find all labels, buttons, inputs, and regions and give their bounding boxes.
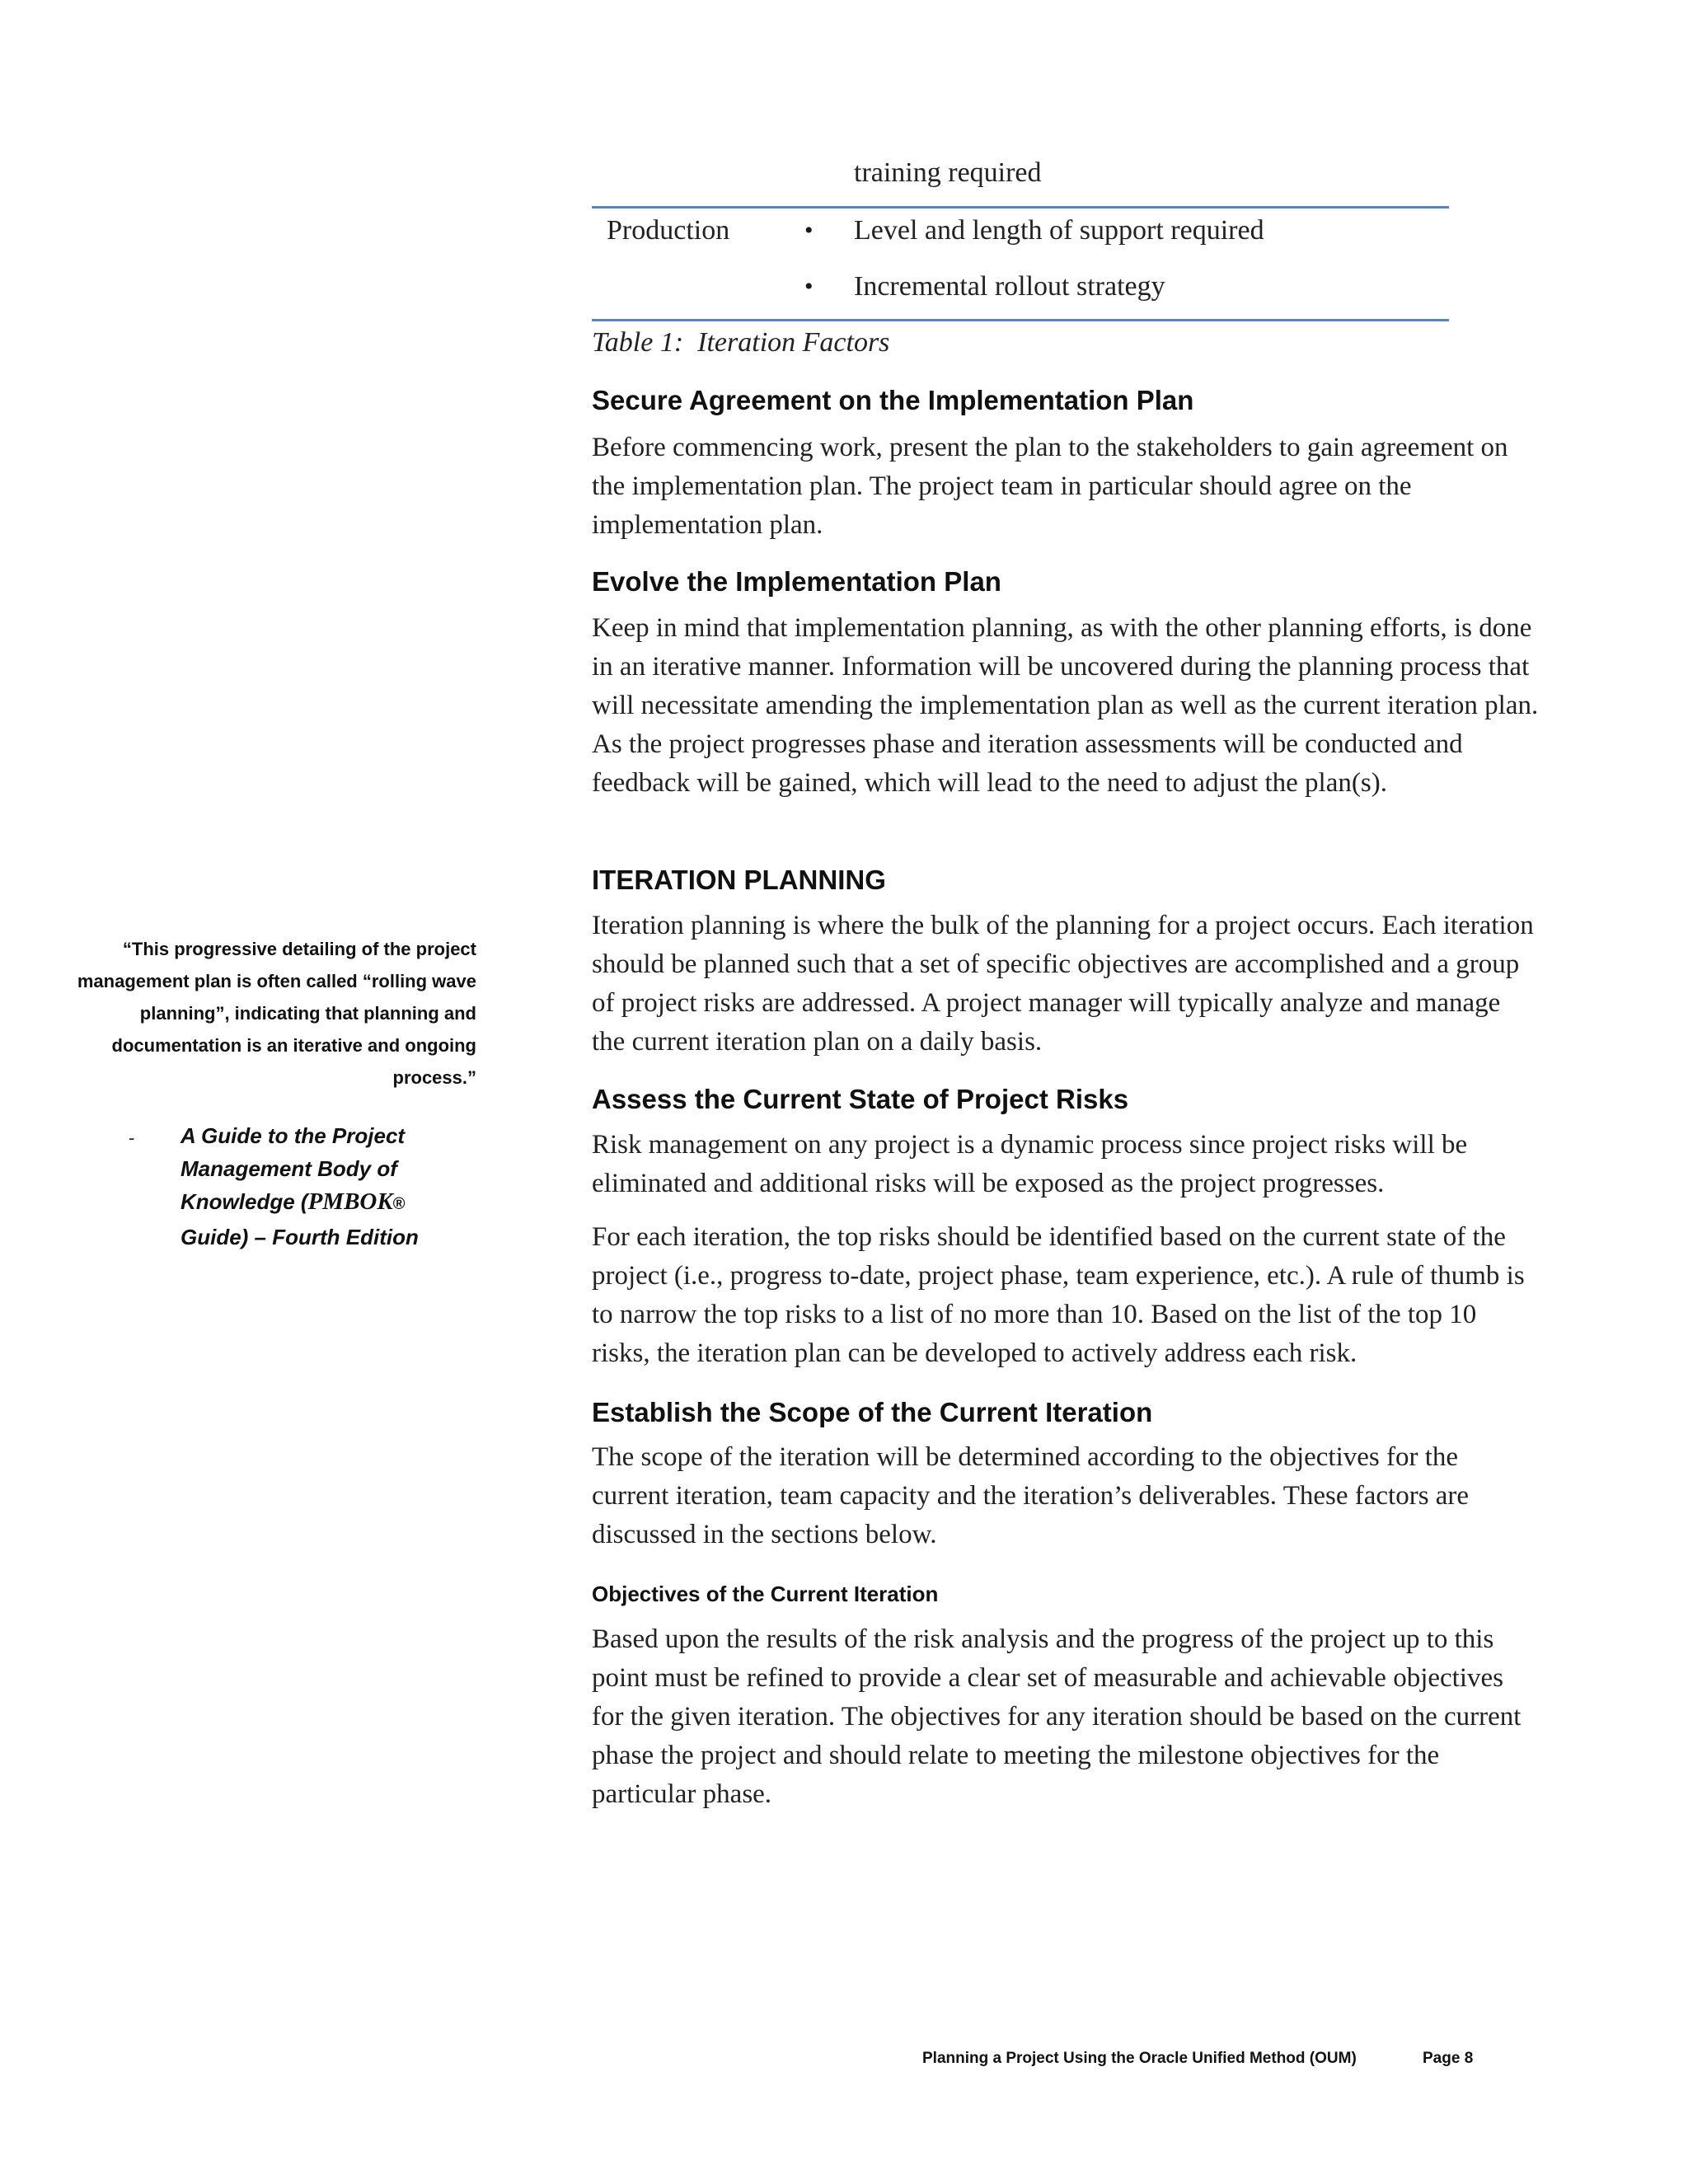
table-item: Level and length of support required	[854, 215, 1264, 246]
heading-iteration-planning: ITERATION PLANNING	[592, 865, 886, 895]
table-row-label: Production	[607, 215, 730, 246]
sidebar-cite-dash: -	[129, 1127, 135, 1148]
heading-assess-risks: Assess the Current State of Project Risks	[592, 1084, 1129, 1114]
paragraph-assess-risks-1: Risk management on any project is a dynamic process since project risks will be eliminated and additional risks will be exposed as the project progresses.	[592, 1130, 1468, 1198]
paragraph-iteration-planning: Iteration planning is where the bulk of the planning for a project occurs. Each iteration should be planned such that a set of specific objectives are accomplished and a group of project risks are addressed. A project manager will typically analyze and manage the current iteration plan on a daily basis.	[592, 911, 1534, 1057]
paragraph-evolve-plan: Keep in mind that implementation planning, as with the other planning efforts, is done in an iterative manner. Information will be uncovered during the planning process that will necessitate amending the implementation plan as well as the current iteration plan. As the project progresses phase and iteration assessments will be conducted and feedback will be gained, which will lead to the need to adjust the plan(s).	[592, 613, 1539, 798]
footer-page-number: Page 8	[1423, 2050, 1474, 2067]
table-item: Incremental rollout strategy	[854, 271, 1165, 302]
footer-title: Planning a Project Using the Oracle Unified Method (OUM)	[922, 2050, 1357, 2067]
table-continued-cell: training required	[854, 157, 1042, 188]
bullet-icon: •	[804, 273, 814, 300]
heading-establish-scope: Establish the Scope of the Current Iteration	[592, 1397, 1153, 1427]
table-bottom-rule	[592, 319, 1449, 321]
sidebar-citation: A Guide to the Project Management Body of Knowledge (PMBOK® Guide) – Fourth Edition	[181, 1123, 419, 1249]
heading-evolve-plan: Evolve the Implementation Plan	[592, 566, 1001, 597]
paragraph-secure-agreement: Before commencing work, present the plan to the stakeholders to gain agreement on the implementation plan. The project team in particular should agree on the implementation plan.	[592, 433, 1508, 540]
bullet-icon: •	[804, 217, 814, 244]
paragraph-objectives: Based upon the results of the risk analysis and the progress of the project up to this point must be refined to provide a clear set of measurable and achievable objectives for the given iteration. The objectives for any iteration should be based on the current phase the project and should relate to meeting the milestone objectives for the particular phase.	[592, 1624, 1522, 1809]
heading-objectives: Objectives of the Current Iteration	[592, 1582, 939, 1606]
paragraph-establish-scope: The scope of the iteration will be determined according to the objectives for the current iteration, team capacity and the iteration’s deliverables. These factors are discussed in the sections below.	[592, 1442, 1470, 1549]
heading-secure-agreement: Secure Agreement on the Implementation Plan	[592, 385, 1194, 415]
table-caption: Table 1: Iteration Factors	[592, 327, 890, 358]
paragraph-assess-risks-2: For each iteration, the top risks should be identified based on the current state of the project (i.e., progress to-date, project phase, team experience, etc.). A rule of thumb is to narrow the top risks to a list of no more than 10. Based on the list of the top 10 risks, the iteration plan can be developed to actively address each risk.	[592, 1222, 1525, 1368]
table-row-divider	[592, 206, 1449, 209]
sidebar-quote: “This progressive detailing of the project management plan is often called “rolling wave planning”, indicating that planning and documentation is an iterative and ongoing process.”	[77, 939, 476, 1088]
